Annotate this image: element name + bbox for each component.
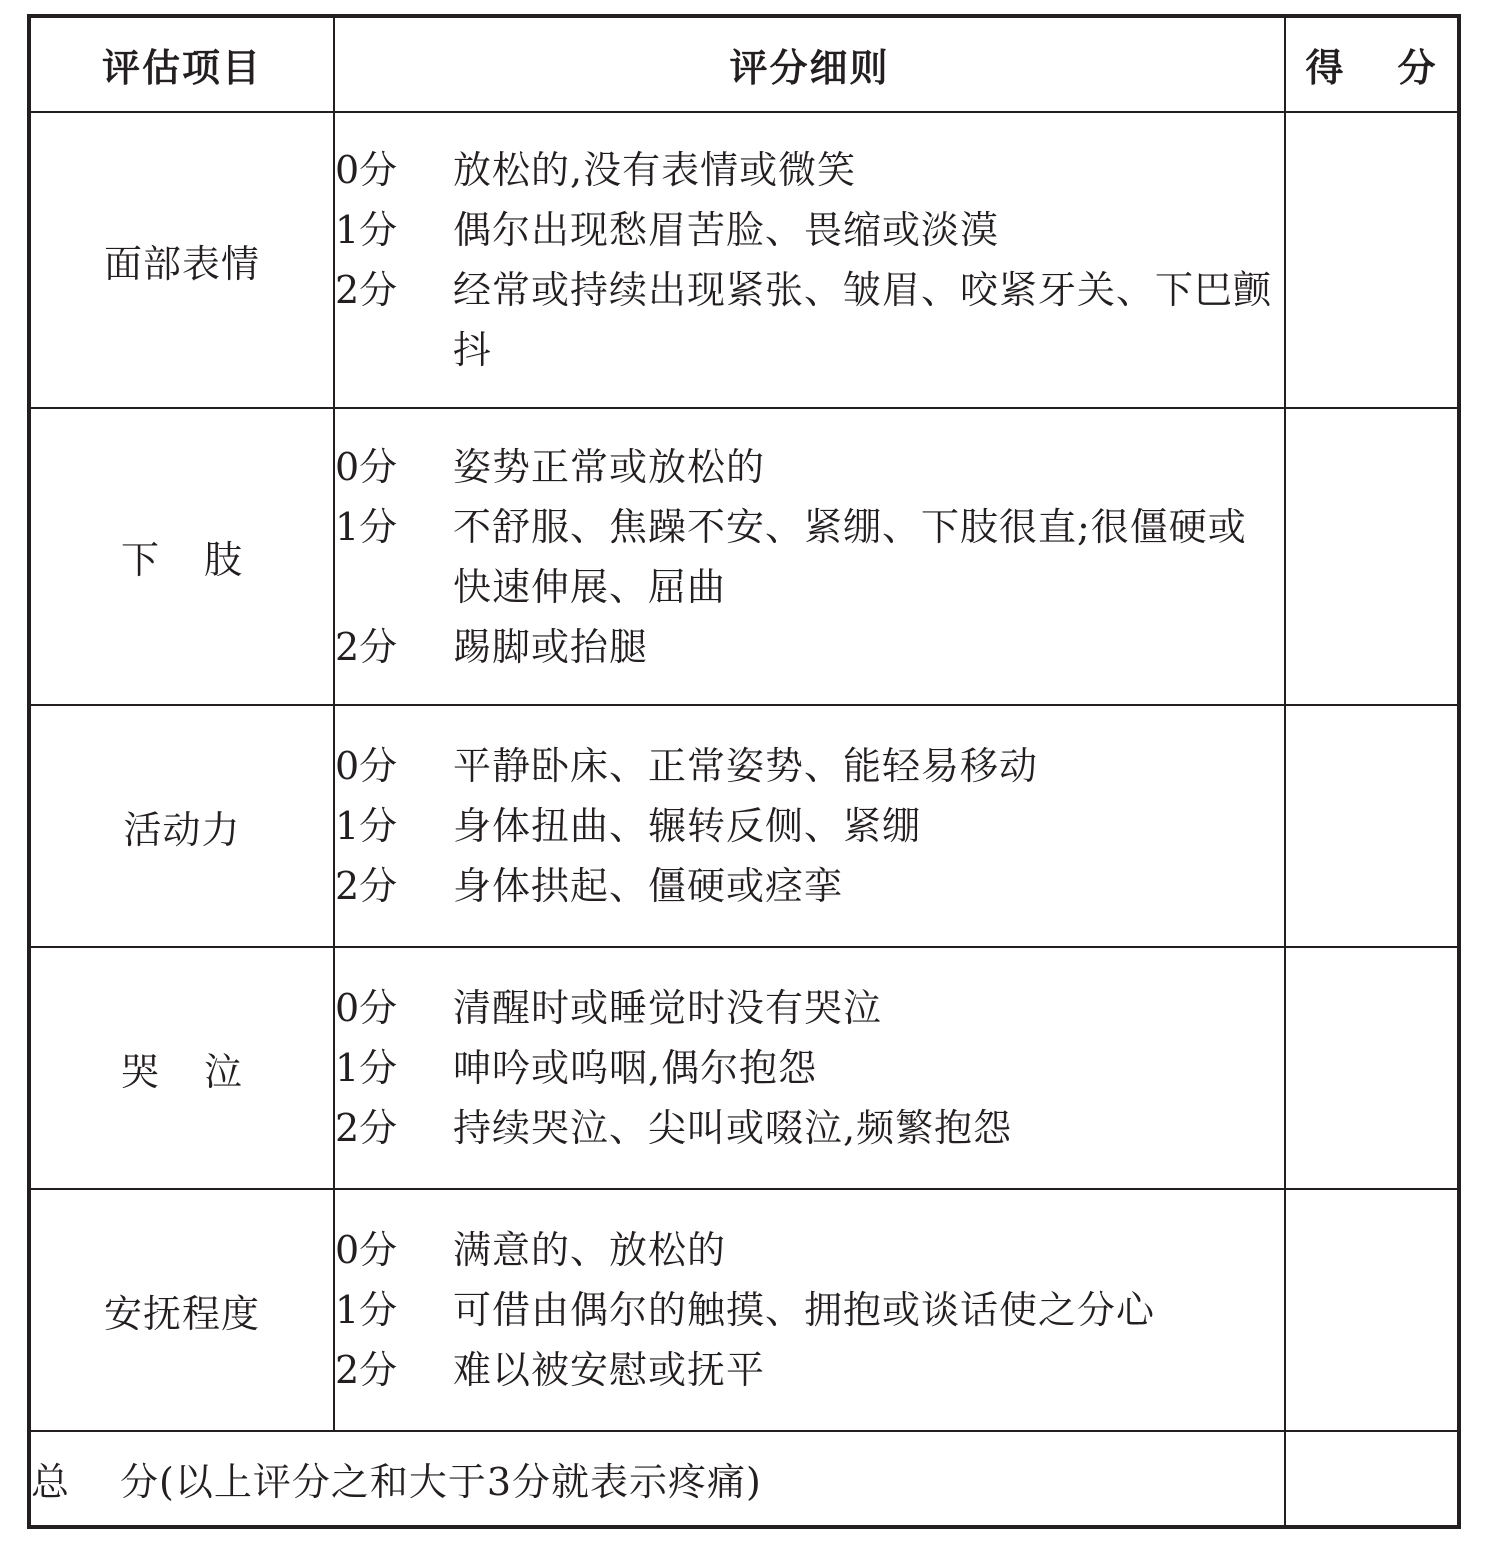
rules-cell (334, 947, 1285, 1189)
rule-text: 身体扭曲、辗转反侧、紧绷 (453, 804, 922, 848)
rule-text: 满意的、放松的 (453, 1228, 727, 1272)
rule-line (335, 200, 1284, 260)
rule-line (335, 497, 1284, 617)
item-label-a: 下 (120, 538, 160, 582)
table-row (29, 705, 1459, 947)
rule-score: 1分 (335, 1046, 398, 1090)
rules-cell (334, 408, 1285, 705)
rule-line (335, 796, 1284, 856)
rule-line (335, 736, 1284, 796)
table-row (29, 408, 1459, 705)
total-score-cell[interactable] (1285, 1431, 1459, 1527)
rule-line (335, 260, 1284, 380)
table-row (29, 947, 1459, 1189)
item-cell (29, 1189, 334, 1431)
score-input-cell[interactable] (1285, 408, 1459, 705)
header-rules: 评分细则 (334, 16, 1285, 112)
rule-line (335, 617, 1284, 677)
header-row (29, 16, 1459, 112)
rule-line (335, 978, 1284, 1038)
rule-line (335, 1340, 1284, 1400)
item-label: 安抚程度 (103, 1291, 260, 1336)
flacc-score-table (27, 14, 1461, 1529)
rule-score: 0分 (335, 148, 398, 192)
rule-score: 1分 (335, 804, 398, 848)
rule-score: 2分 (335, 624, 398, 669)
rule-text: 可借由偶尔的触摸、拥抱或谈话使之分心 (453, 1288, 1156, 1332)
item-label-a: 哭 (120, 1049, 160, 1094)
rule-text: 经常或持续出现紧张、皱眉、咬紧牙关、下巴颤抖 (453, 268, 1273, 372)
rule-text: 偶尔出现愁眉苦脸、畏缩或淡漠 (453, 208, 1000, 252)
rule-line (335, 1280, 1284, 1340)
header-score-b: 分 (1397, 46, 1438, 90)
rule-text: 持续哭泣、尖叫或啜泣,频繁抱怨 (453, 1106, 1013, 1150)
table-row (29, 1189, 1459, 1431)
header-score-a: 得 (1305, 46, 1346, 90)
item-cell (29, 112, 334, 408)
rule-line (335, 1098, 1284, 1158)
rule-text: 放松的,没有表情或微笑 (453, 148, 857, 192)
score-input-cell[interactable] (1285, 112, 1459, 408)
rule-text: 平静卧床、正常姿势、能轻易移动 (453, 744, 1039, 788)
rules-cell (334, 112, 1285, 408)
rule-score: 1分 (335, 504, 398, 549)
total-label-a: 总 (31, 1460, 71, 1504)
item-label-b: 泣 (204, 1049, 244, 1094)
rule-score: 1分 (335, 1288, 398, 1332)
rule-score: 2分 (335, 1348, 398, 1392)
item-cell (29, 705, 334, 947)
header-item: 评估项目 (29, 16, 334, 112)
rule-line (335, 437, 1284, 497)
rule-text: 不舒服、焦躁不安、紧绷、下肢很直;很僵硬或快速伸展、屈曲 (453, 504, 1247, 609)
rule-text: 踢脚或抬腿 (453, 624, 649, 669)
rule-score: 2分 (335, 1106, 398, 1150)
rule-text: 姿势正常或放松的 (453, 444, 766, 489)
rule-score: 2分 (335, 864, 398, 908)
score-input-cell[interactable] (1285, 947, 1459, 1189)
item-label-b: 肢 (204, 538, 244, 582)
rule-line (335, 140, 1284, 200)
item-cell (29, 947, 334, 1189)
rule-text: 身体拱起、僵硬或痉挛 (453, 864, 844, 908)
item-label: 活动力 (123, 807, 241, 852)
rule-text: 呻吟或呜咽,偶尔抱怨 (453, 1046, 818, 1090)
rules-cell (334, 1189, 1285, 1431)
score-input-cell[interactable] (1285, 1189, 1459, 1431)
total-row (29, 1431, 1459, 1527)
rules-cell (334, 705, 1285, 947)
rule-score: 0分 (335, 444, 398, 489)
item-cell (29, 408, 334, 705)
rule-score: 2分 (335, 268, 398, 312)
item-label: 面部表情 (103, 241, 260, 286)
rule-line (335, 1038, 1284, 1098)
rule-score: 0分 (335, 986, 398, 1030)
rule-text: 难以被安慰或抚平 (453, 1348, 766, 1392)
rule-score: 0分 (335, 744, 398, 788)
table-row (29, 112, 1459, 408)
rule-line (335, 1220, 1284, 1280)
rule-score: 0分 (335, 1228, 398, 1272)
total-label-cell (29, 1431, 1285, 1527)
total-label-b: 分(以上评分之和大于3分就表示疼痛) (120, 1460, 762, 1504)
rule-text: 清醒时或睡觉时没有哭泣 (453, 986, 883, 1030)
header-score (1285, 16, 1459, 112)
rule-score: 1分 (335, 208, 398, 252)
score-input-cell[interactable] (1285, 705, 1459, 947)
rule-line (335, 856, 1284, 916)
